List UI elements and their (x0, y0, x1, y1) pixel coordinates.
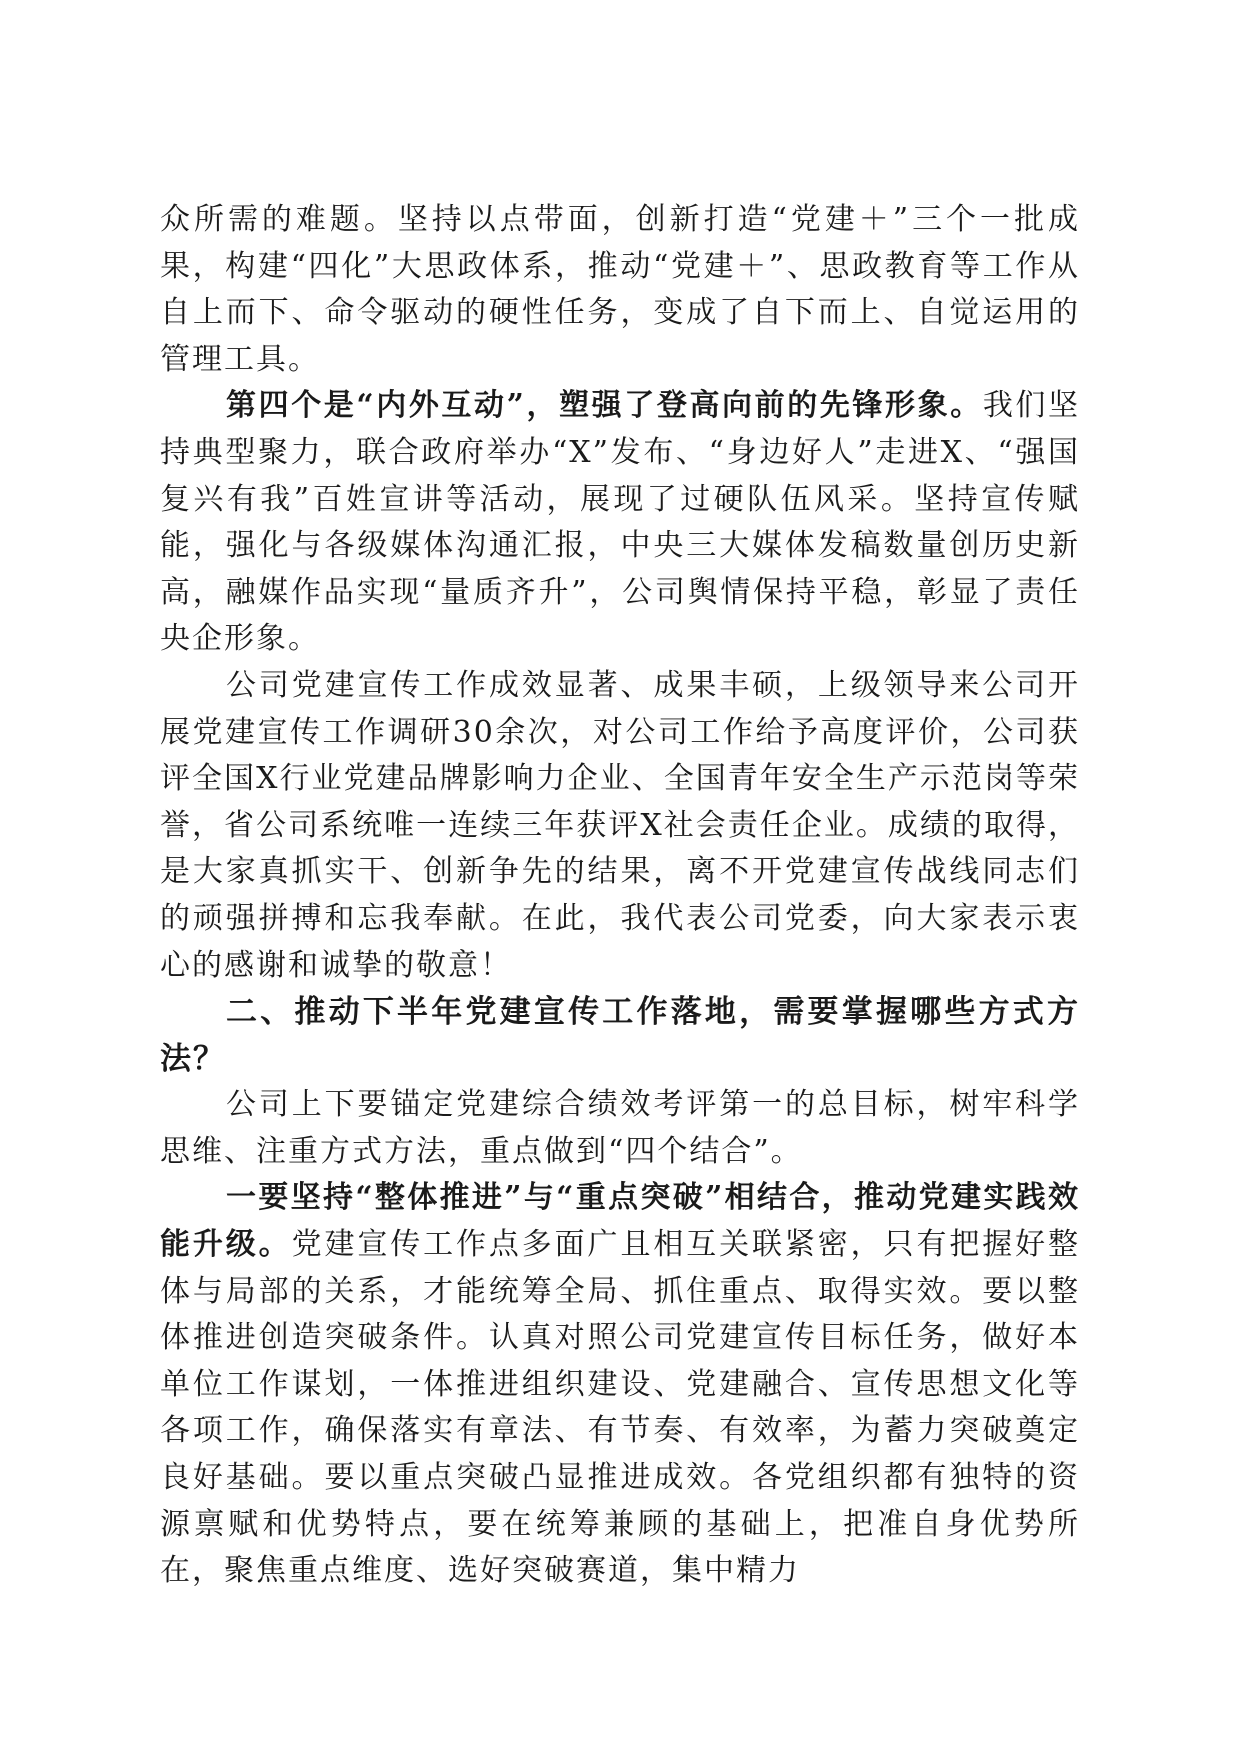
paragraph-lead: 一要坚持“整体推进”与“重点突破”相结合，推动党建实践效能升级。 (160, 1180, 1080, 1263)
document-body (160, 197, 1080, 1595)
paragraph-fourth-point (160, 383, 1080, 663)
paragraph-text: 党建宣传工作点多面广且相互关联紧密，只有把握好整体与局部的关系，才能统筹全局、抓住重点、取得实效。要以整体推进创造突破条件。认真对照公司党建宣传目标任务，做好本单位工作谋划，一体推进组织建设、党建融合、宣传思想文化等各项工作，确保落实有章法、有节奏、有效率，为蓄力突破奠定良好基础。要以重点突破凸显推进成效。各党组织都有独特的资源禀赋和优势特点，要在统筹兼顾的基础上，把准自身优势所在，聚焦重点维度、选好突破赛道，集中精力 (160, 1227, 1081, 1589)
paragraph-text: 我们坚持典型聚力，联合政府举办“X”发布、“身边好人”走进X、“强国复兴有我”百姓宣讲等活动，展现了过硬队伍风采。坚持宣传赋能，强化与各级媒体沟通汇报，中央三大媒体发稿数量创历史新高，融媒作品实现“量质齐升”，公司舆情保持平稳，彰显了责任央企形象。 (160, 388, 1081, 657)
paragraph-achievements (160, 663, 1080, 989)
paragraph-continued (160, 197, 1080, 383)
paragraph-text: 众所需的难题。坚持以点带面，创新打造“党建＋”三个一批成果，构建“四化”大思政体系，推动“党建＋”、思政教育等工作从自上而下、命令驱动的硬性任务，变成了自下而上、自觉运用的管理工具。 (160, 202, 1080, 377)
paragraph-point-one (160, 1175, 1080, 1594)
paragraph-lead: 第四个是“内外互动”，塑强了登高向前的先锋形象。 (226, 388, 983, 424)
paragraph-text: 公司党建宣传工作成效显著、成果丰硕，上级领导来公司开展党建宣传工作调研30余次，对公司工作给予高度评价，公司获评全国X行业党建品牌影响力企业、全国青年安全生产示范岗等荣誉，省公司系统唯一连续三年获评X社会责任企业。成绩的取得，是大家真抓实干、创新争先的结果，离不开党建宣传战线同志们的顽强拼搏和忘我奉献。在此，我代表公司党委，向大家表示衷心的感谢和诚挚的敬意！ (160, 667, 1080, 983)
paragraph-text: 公司上下要锚定党建综合绩效考评第一的总目标，树牢科学思维、注重方式方法，重点做到“四个结合”。 (160, 1087, 1080, 1169)
section-heading: 二、推动下半年党建宣传工作落地，需要掌握哪些方式方法？ (160, 994, 1080, 1077)
paragraph-intro (160, 1082, 1080, 1175)
